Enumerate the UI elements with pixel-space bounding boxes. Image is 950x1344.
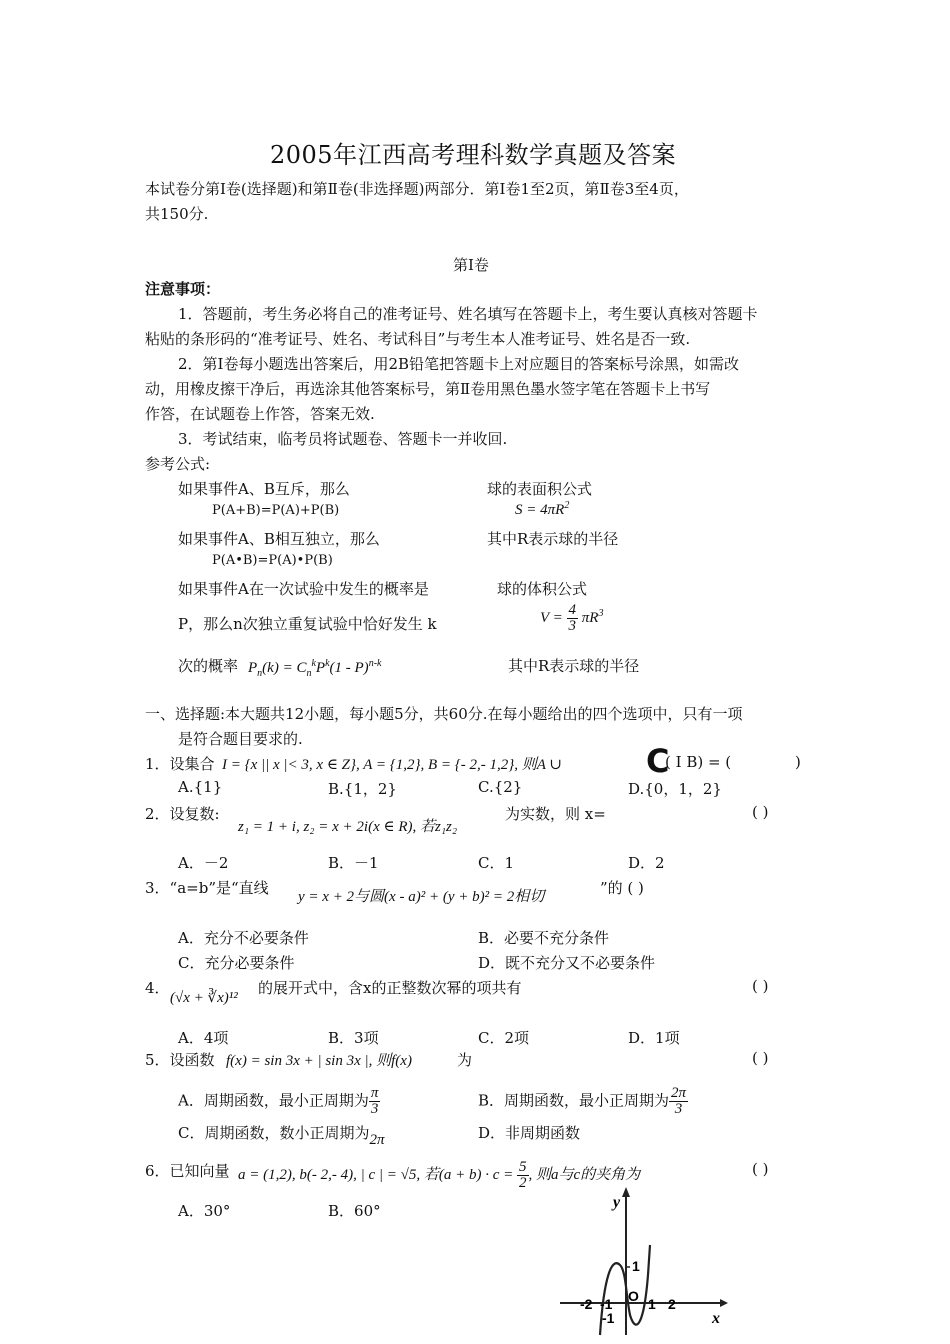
q2-expression: z₁ = 1 + i, z₂ = x + 2i(x ∈ R), 若z₁z₂ <box>238 819 458 835</box>
q3-tail: ”的 ( ) <box>600 879 644 897</box>
formula-text: P(A•B)=P(A)•P(B) <box>212 553 333 568</box>
q1-option-b: B.{1，2} <box>328 780 397 798</box>
part1-line-2: 是符合题目要求的. <box>178 730 303 748</box>
q2-tail: 为实数，则 x= <box>505 805 606 823</box>
q5-option-b: B．周期函数，最小正周期为 $\frac{2\pi}{3}$ <box>478 1085 687 1117</box>
q4-option-b: B．3项 <box>328 1029 379 1047</box>
sphere-area-formula: $S = 4\pi R^2$ <box>515 500 570 518</box>
formula-text: 球的表面积公式 <box>487 480 593 498</box>
q4-tail: 的展开式中，含x的正整数次幂的项共有 <box>258 979 522 997</box>
formula-text: 其中R表示球的半径 <box>508 657 640 675</box>
section-title: 第Ⅰ卷 <box>453 256 489 274</box>
page-title: 2005年江西高考理科数学真题及答案 <box>270 141 677 169</box>
formula-text: 球的体积公式 <box>497 580 588 598</box>
x-tick-label: 1 <box>648 1296 656 1312</box>
notes-heading: 注意事项： <box>145 280 221 298</box>
q5-expression: f(x) = sin 3x + | sin 3x |, 则f(x) <box>226 1053 412 1069</box>
note-line: 1．答题前，考生务必将自己的准考证号、姓名填写在答题卡上，考生要认真核对答题卡 <box>178 305 758 323</box>
origin-label: O <box>628 1288 639 1304</box>
formula-text: P，那么n次独立重复试验中恰好发生 k <box>178 615 437 633</box>
x-tick-label: -1 <box>600 1296 613 1312</box>
q5-tail: 为 <box>457 1051 473 1069</box>
note-line: 3．考试结束，临考员将试题卷、答题卡一并收回. <box>178 430 508 448</box>
formula-text: 如果事件A在一次试验中发生的概率是 <box>178 580 429 598</box>
q6-expression: a = (1,2), b(- 2,- 4), | c | = √5, 若(a + b) · c = $\frac{5}{2}$ , 则a与c的夹角为 <box>238 1159 641 1191</box>
q6-option-a: A．30° <box>178 1202 231 1220</box>
q5-option-c: C．周期函数，数小正周期为2π <box>178 1124 385 1148</box>
complement-symbol-icon: C <box>646 742 670 780</box>
y-axis-arrow-icon <box>622 1187 630 1197</box>
q4-expression: (√x + ∛x)¹² <box>170 990 238 1006</box>
formula-text: 次的概率 <box>178 657 239 675</box>
x-tick-label: -2 <box>580 1296 593 1312</box>
binomial-probability-formula: $P_n(k) = C_n^kP^k(1 - P)^{n-k}$ <box>248 658 382 679</box>
q3-expression: y = x + 2与圆(x - a)² + (y + b)² = 2相切 <box>298 889 545 905</box>
q2-number: 2．设复数: <box>145 805 220 823</box>
answer-paren: ( ) <box>752 1160 769 1178</box>
q4-number: 4． <box>145 979 170 997</box>
q2-option-c: C．1 <box>478 854 515 872</box>
answer-paren: ( ) <box>752 1049 769 1067</box>
function-graph <box>560 1185 730 1340</box>
answer-paren: ( ) <box>752 977 769 995</box>
q1-option-a: A.{1} <box>178 778 223 796</box>
formulas-heading: 参考公式: <box>145 455 211 473</box>
q3-number: 3．“a=b”是“直线 <box>145 879 269 897</box>
x-tick-label: 2 <box>668 1296 676 1312</box>
q4-option-c: C．2项 <box>478 1029 530 1047</box>
q2-option-b: B．－1 <box>328 854 379 872</box>
note-line: 作答，在试题卷上作答，答案无效. <box>145 405 375 423</box>
q2-option-d: D．2 <box>628 854 665 872</box>
formula-text: 其中R表示球的半径 <box>487 530 619 548</box>
note-line: 粘贴的条形码的“准考证号、姓名、考试科目”与考生本人准考证号、姓名是否一致. <box>145 330 691 348</box>
intro-line-2: 共150分. <box>145 205 209 223</box>
q1-option-c: C.{2} <box>478 778 523 796</box>
y-tick-label: -1 <box>602 1310 615 1326</box>
intro-line-1: 本试卷分第Ⅰ卷(选择题)和第Ⅱ卷(非选择题)两部分．第Ⅰ卷1至2页，第Ⅱ卷3至4页， <box>145 180 689 198</box>
q3-option-d: D．既不充分又不必要条件 <box>478 954 656 972</box>
part1-line-1: 一、选择题:本大题共12小题，每小题5分，共60分.在每小题给出的四个选项中，只有一项 <box>145 705 743 723</box>
q3-option-a: A．充分不必要条件 <box>178 929 309 947</box>
q5-number: 5．设函数 <box>145 1051 215 1069</box>
x-axis-arrow-icon <box>720 1299 728 1307</box>
q3-option-b: B．必要不充分条件 <box>478 929 610 947</box>
q1-number: 1．设集合 <box>145 755 215 773</box>
answer-paren: ( ) <box>752 803 769 821</box>
formula-text: P(A+B)=P(A)+P(B) <box>212 503 340 518</box>
answer-paren: ) <box>795 753 801 771</box>
q5-option-a: A．周期函数，最小正周期为 $\frac{\pi}{3}$ <box>178 1085 379 1117</box>
q2-option-a: A．－2 <box>178 854 229 872</box>
q4-option-d: D．1项 <box>628 1029 680 1047</box>
y-axis-label: y <box>613 1194 621 1211</box>
q3-option-c: C．充分必要条件 <box>178 954 295 972</box>
formula-text: 如果事件A、B互斥，那么 <box>178 480 350 498</box>
q1-expression: I = {x || x |< 3, x ∈ Z}, A = {1,2}, B = {- 2,- 1,2}, 则A ∪ <box>222 757 562 773</box>
q6-number: 6．已知向量 <box>145 1162 230 1180</box>
note-line: 2．第Ⅰ卷每小题选出答案后，用2B铅笔把答题卡上对应题目的答案标号涂黑，如需改 <box>178 355 740 373</box>
formula-text: 如果事件A、B相互独立，那么 <box>178 530 380 548</box>
q6-option-b: B．60° <box>328 1202 381 1220</box>
q4-option-a: A．4项 <box>178 1029 229 1047</box>
sphere-volume-formula: V = $\frac{4}{3}$ $\pi R^3$ <box>540 602 604 634</box>
note-line: 动，用橡皮擦干净后，再选涂其他答案标号，第Ⅱ卷用黑色墨水签字笔在答题卡上书写 <box>145 380 711 398</box>
y-tick-label: 1 <box>632 1258 640 1274</box>
q1-tail: ( I B) = ( <box>665 753 732 771</box>
q1-option-d: D.{0，1，2} <box>628 780 722 798</box>
x-axis-label: x <box>712 1310 720 1327</box>
q5-option-d: D．非周期函数 <box>478 1124 581 1142</box>
